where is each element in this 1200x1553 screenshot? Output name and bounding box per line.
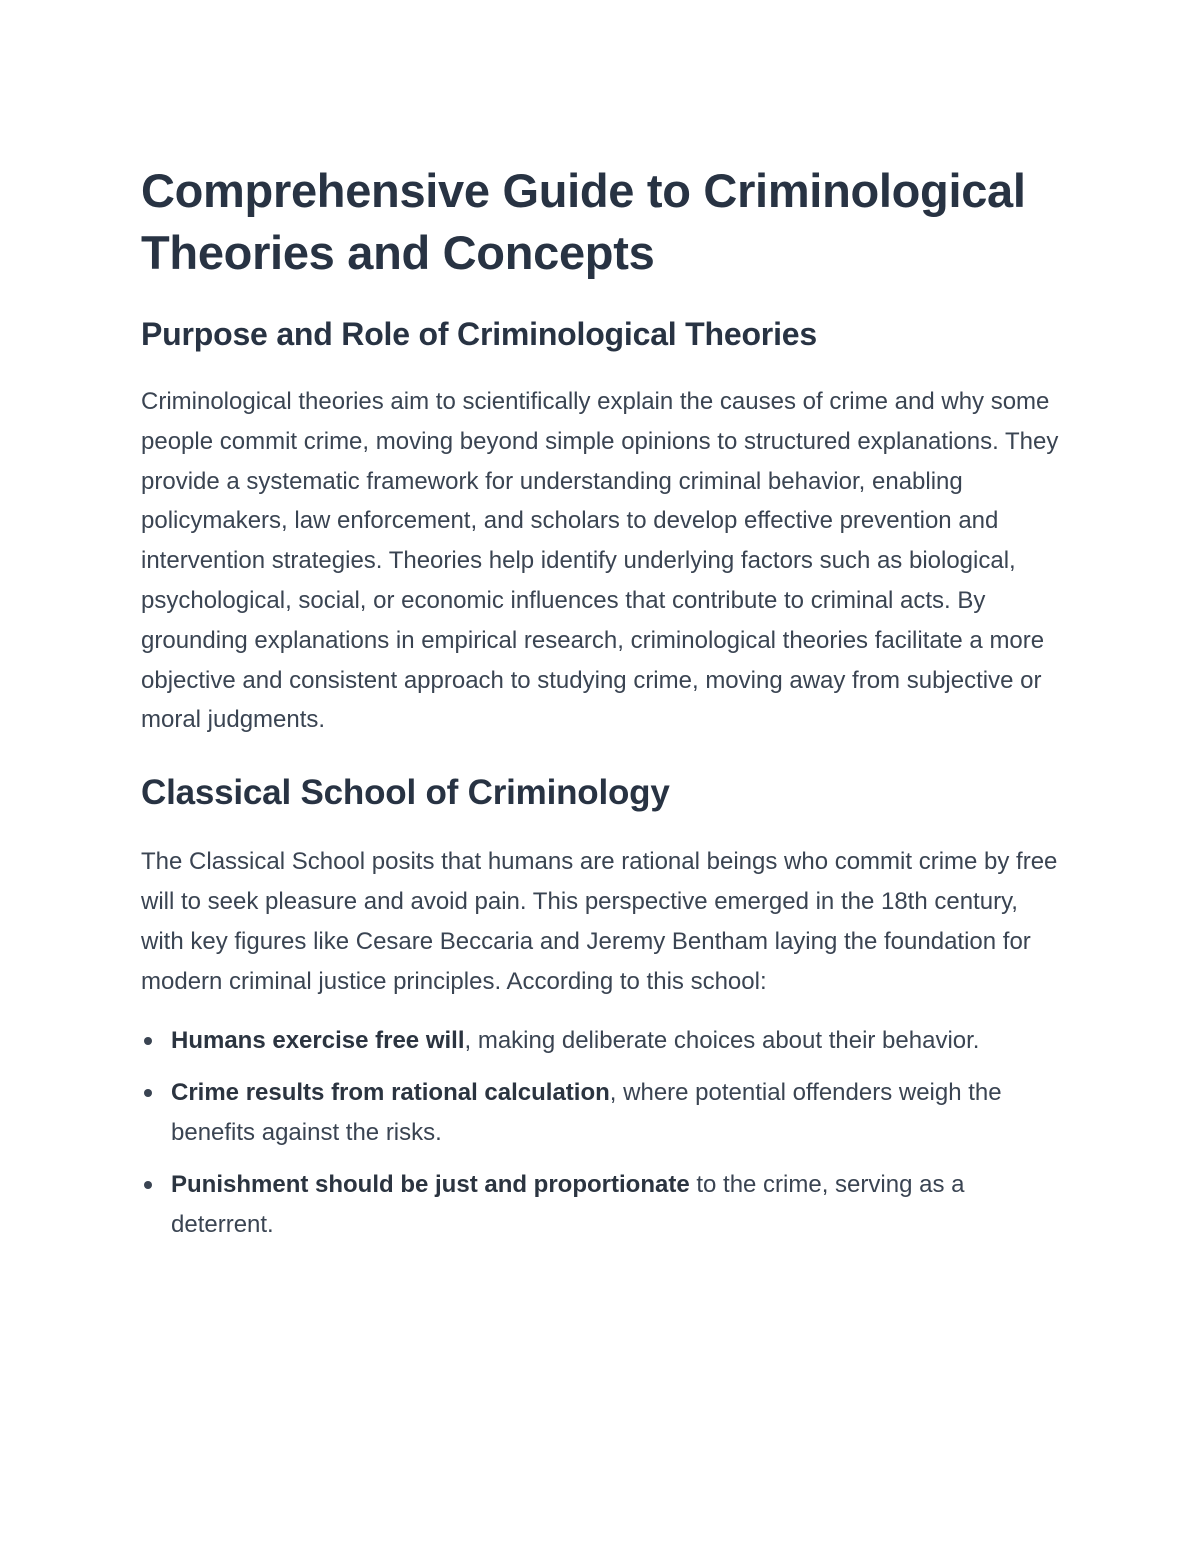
list-item	[141, 1165, 1061, 1245]
section-heading-purpose: Purpose and Role of Criminological Theories	[141, 316, 817, 352]
list-item-bold: Punishment should be just and proportionate	[171, 1171, 690, 1199]
document-page	[141, 160, 1061, 1257]
paragraph-classical: The Classical School posits that humans are rational beings who commit crime by free will to seek pleasure and avoid pain. This perspective emerged in the 18th century, with key figures like Cesare Beccaria and Jeremy Bentham laying the foundation for modern criminal justice principles. According to this school:	[141, 848, 1058, 995]
list-item-text: , making deliberate choices about their behavior.	[464, 1027, 980, 1055]
bullet-icon	[144, 1089, 152, 1097]
document-title: Comprehensive Guide to Criminological Theories and Concepts	[141, 164, 1026, 279]
section-heading-classical: Classical School of Criminology	[141, 773, 670, 813]
list-item	[141, 1073, 1061, 1153]
list-item-bold: Humans exercise free will	[171, 1027, 465, 1055]
bullet-icon	[144, 1037, 152, 1045]
list-item-text: to the crime, serving as a deterrent.	[171, 1171, 965, 1239]
list-item	[141, 1021, 1061, 1061]
list-item-text: , where potential offenders weigh the benefits against the risks.	[171, 1079, 1002, 1147]
list-item-bold: Crime results from rational calculation	[171, 1079, 610, 1107]
paragraph-purpose: Criminological theories aim to scientifically explain the causes of crime and why some people commit crime, moving beyond simple opinions to structured explanations. They provide a systematic framework for understanding criminal behavior, enabling policymakers, law enforcement, and scholars to develop effective prevention and intervention strategies. Theories help identify underlying factors such as biological, psychological, social, or economic influences that contribute to criminal acts. By grounding explanations in empirical research, criminological theories facilitate a more objective and consistent approach to studying crime, moving away from subjective or moral judgments.	[141, 388, 1059, 734]
bullet-icon	[144, 1181, 152, 1189]
classical-principles-list	[141, 1021, 1061, 1245]
